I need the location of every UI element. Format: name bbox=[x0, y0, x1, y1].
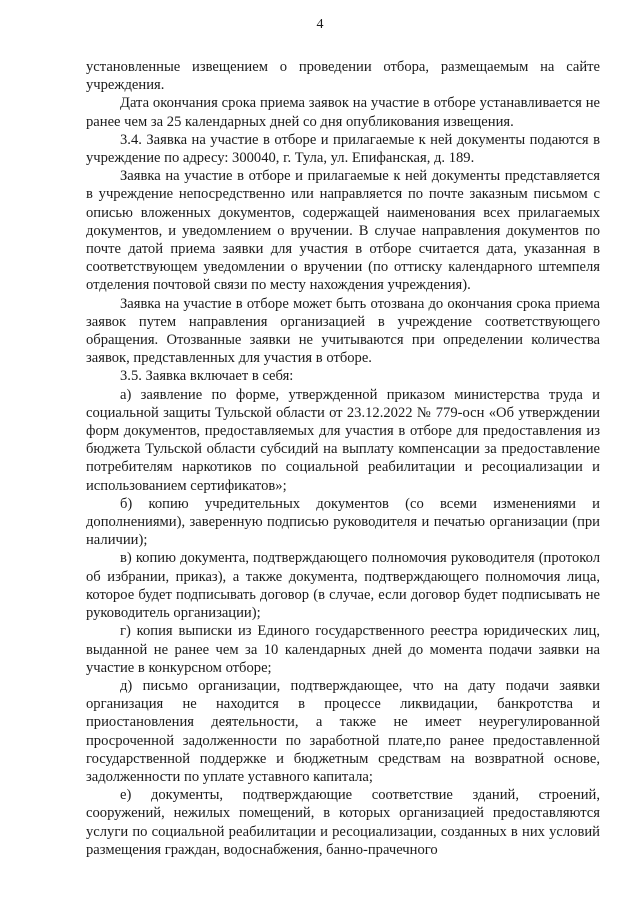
paragraph: в) копию документа, подтверждающего полномочия руководителя (протокол об избрании, приказ), а также документа, подтверждающего полномочия лица, которое будет подписывать договор (в случае, если договор будет подписывать не руководитель организации); bbox=[86, 550, 600, 622]
paragraph: г) копия выписки из Единого государственного реестра юридических лиц, выданной не ранее чем за 10 календарных дней до момента подачи заявки на участие в конкурсном отборе; bbox=[86, 623, 600, 676]
paragraph: установленные извещением о проведении отбора, размещаемым на сайте учреждения. bbox=[86, 59, 600, 94]
paragraph: Заявка на участие в отборе может быть отозвана до окончания срока приема заявок путем направления организацией в учреждение соответствующего обращения. Отозванные заявки не учитываются при определении количества заявок, представленных для участия в отборе. bbox=[86, 295, 600, 367]
paragraph: д) письмо организации, подтверждающее, что на дату подачи заявки организация не находится в процессе ликвидации, банкротства и приостановления деятельности, а также не имеет неурегулированной просроченной задолженности по заработной плате,по ранее предоставленной государственной поддержке и бюджетным средствам на возвратной основе, задолженности по уплате уставного капитала; bbox=[86, 677, 600, 785]
paragraph: е) документы, подтверждающие соответствие зданий, строений, сооружений, нежилых помещений, в которых организацией предоставляются услуги по социальной реабилитации и ресоциализации, созданных в них условий размещения граждан, водоснабжения, банно-прачечного bbox=[86, 787, 600, 858]
paragraph: Дата окончания срока приема заявок на участие в отборе устанавливается не ранее чем за 25 календарных дней со дня опубликования извещения. bbox=[86, 95, 600, 130]
page-number: 4 bbox=[316, 17, 324, 32]
paragraph: а) заявление по форме, утвержденной приказом министерства труда и социальной защиты Тульской области от 23.12.2022 № 779-осн «Об утверждении форм документов, предоставляемых для участия в отборе для предоставления из бюджета Тульской области субсидий на выплату компенсации за предоставление потребителям наркотиков по социальной реабилитации и ресоциализации и использованием сертификатов»; bbox=[86, 386, 600, 494]
paragraph: 3.4. Заявка на участие в отборе и прилагаемые к ней документы подаются в учреждение по адресу: 300040, г. Тула, ул. Епифанская, д. 189. bbox=[86, 131, 600, 167]
paragraph: Заявка на участие в отборе и прилагаемые к ней документы представляется в учреждение непосредственно или направляется по почте заказным письмом с описью вложенных документов, содержащей наименования всех прилагаемых документов, и уведомлением о вручении. В случае направления документов по почте датой приема заявки для участия в отборе считается дата, указанная в соответствующем уведомлении о вручении (по оттиску календарного штемпеля отделения почтовой связи по месту нахождения учреждения). bbox=[86, 168, 600, 294]
paragraph: б) копию учредительных документов (со всеми изменениями и дополнениями), заверенную подписью руководителя и печатью организации (при наличии); bbox=[86, 495, 600, 549]
document-body bbox=[86, 58, 600, 859]
paragraph: 3.5. Заявка включает в себя: bbox=[120, 368, 294, 385]
